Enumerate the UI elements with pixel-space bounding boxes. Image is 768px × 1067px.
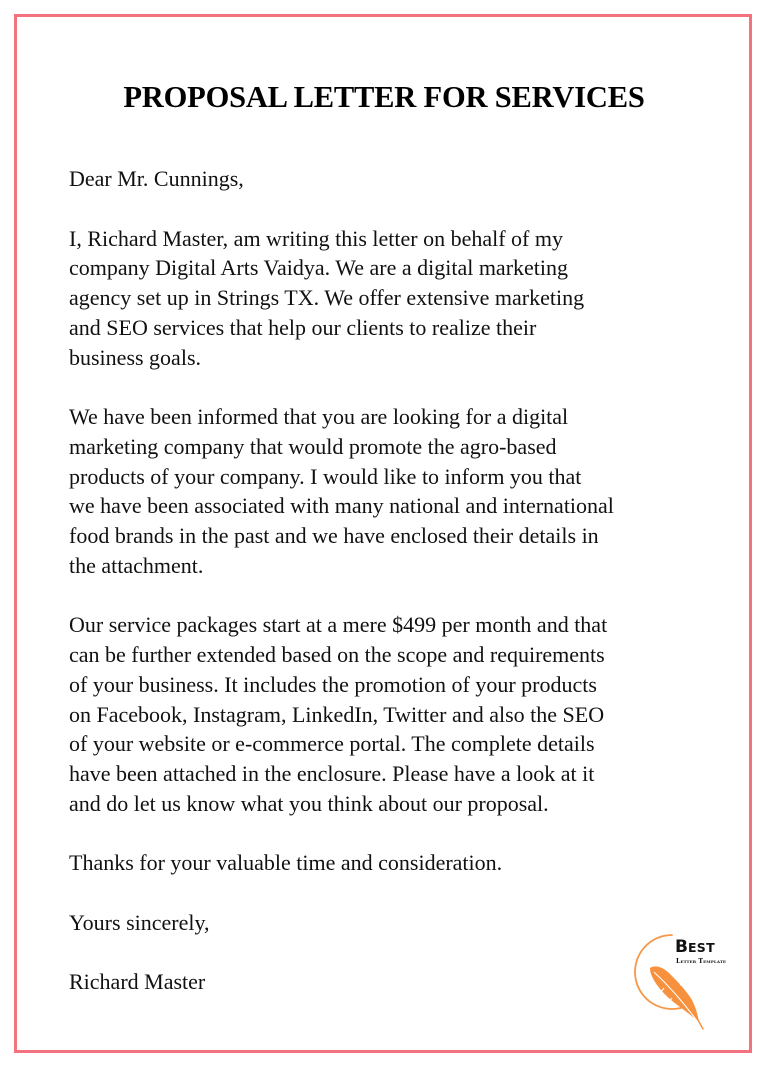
closing-line: Yours sincerely, [69,909,210,935]
logo-subtitle: Letter Template [676,958,727,965]
letter-body [69,164,709,997]
letter-title: PROPOSAL LETTER FOR SERVICES [123,80,645,114]
paragraph-experience [69,402,709,581]
logo-wordmark [675,939,715,956]
logo-best-rest: EST [687,940,715,955]
paragraph-line: we have been associated with many national and international [69,493,614,519]
paragraph-introduction [69,224,709,373]
best-letter-template-logo [626,930,738,1034]
paragraph-line: products of your company. I would like to inform you that [69,463,582,489]
paragraph-line: have been attached in the enclosure. Please have a look at it [69,761,595,786]
salutation: Dear Mr. Cunnings, [69,166,244,191]
paragraph-pricing [69,610,709,818]
paragraph-line: and do let us know what you think about our proposal. [69,790,549,816]
paragraph-line: I, Richard Master, am writing this letter on behalf of my [69,225,563,251]
paragraph-line: Our service packages start at a mere $499 per month and that [69,612,608,638]
paragraph-line: can be further extended based on the scope and requirements [69,642,605,667]
paragraph-line: food brands in the past and we have enclosed their details in [69,523,599,548]
paragraph-line: We have been informed that you are looking for a digital [69,404,569,429]
signature-name: Richard Master [69,969,206,995]
logo-best-initial: B [675,937,688,957]
paragraph-line: and SEO services that help our clients to realize their [69,314,537,340]
paragraph-line: company Digital Arts Vaidya. We are a digital marketing [69,255,569,281]
paragraph-line: business goals. [69,344,201,370]
paragraph-line: of your business. It includes the promotion of your products [69,671,597,697]
paragraph-line: the attachment. [69,552,204,578]
paragraph-line: agency set up in Strings TX. We offer extensive marketing [69,285,585,310]
paragraph-line: of your website or e-commerce portal. The complete details [69,731,595,757]
paragraph-line: on Facebook, Instagram, LinkedIn, Twitter and also the SEO [69,701,605,727]
thanks-line: Thanks for your valuable time and consideration. [69,850,503,876]
paragraph-line: marketing company that would promote the agro-based [69,433,557,459]
